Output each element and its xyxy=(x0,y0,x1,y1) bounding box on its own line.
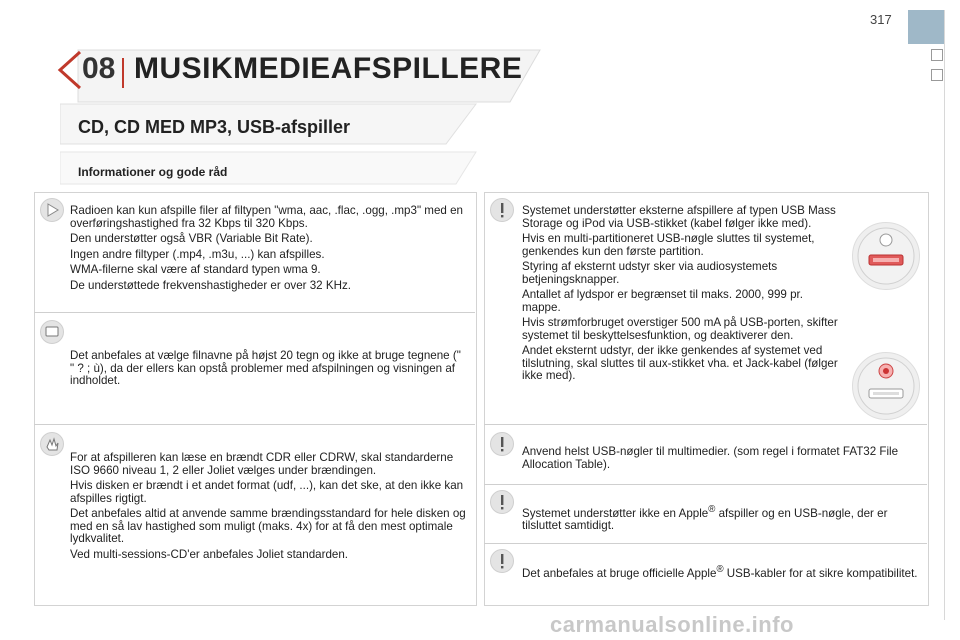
divider xyxy=(34,312,475,313)
divider xyxy=(484,543,927,544)
text: Det anbefales at bruge officielle Apple xyxy=(522,566,717,580)
page-number: 317 xyxy=(870,12,892,27)
paragraph: Andet eksternt udstyr, der ikke genkendes af systemet ved tilslutning, skal sluttes til aux-stikket vha. et Jack-kabel (følger ikke med). xyxy=(522,344,838,382)
chapter-title: MUSIKMEDIEAFSPILLERE xyxy=(134,52,523,85)
section-title: CD, CD MED MP3, USB-afspiller xyxy=(78,117,351,137)
text: Systemet understøtter ikke en Apple xyxy=(522,506,709,520)
paragraph: For at afspilleren kan læse en brændt CDR eller CDRW, skal standarderne ISO 9660 niveau 1, 2 eller Joliet vælges under brændingen. xyxy=(70,451,454,477)
registered-mark: ® xyxy=(716,564,724,575)
paragraph: Styring af eksternt udstyr sker via audiosystemets betjeningsknapper. xyxy=(522,260,778,286)
info-box-apple-usb xyxy=(522,504,918,536)
paragraph: Hvis en multi-partitioneret USB-nøgle sluttes til systemet, genkendes kun den første partition. xyxy=(522,232,815,258)
paragraph: Det anbefales at vælge filnavne på højst 20 tegn og ikke at bruge tegnene (" " ? ; ù), da der ellers kan opstå problemer med afspilningen og visningen af indholdet. xyxy=(70,349,461,387)
paragraph: Hvis disken er brændt i et andet format (udf, ...), kan det ske, at den ikke kan afspilles rigtigt. xyxy=(70,479,464,505)
aux-port-illustration xyxy=(852,352,920,420)
info-box-filetypes xyxy=(70,205,468,295)
info-box-cd-burning xyxy=(70,452,468,564)
paragraph: Radioen kan kun afspille filer af filtypen "wma, aac, .flac, .ogg, .mp3" med en overføringshastighed fra 32 Kbps til 320 Kbps. xyxy=(70,204,463,230)
paragraph: Ved multi-sessions-CD'er anbefales Joliet standarden. xyxy=(70,547,349,561)
info-box-filenames xyxy=(70,350,468,391)
registered-mark: ® xyxy=(708,504,716,515)
paragraph: Anvend helst USB-nøgler til multimedier. (som regel i formatet FAT32 File Allocation Table). xyxy=(522,445,899,471)
paragraph: Den understøtter også VBR (Variable Bit Rate). xyxy=(70,232,313,245)
side-marker xyxy=(931,49,943,61)
page-edge-line xyxy=(944,10,945,620)
paragraph: Systemet understøtter eksterne afspillere af typen USB Mass Storage og iPod via USB-stikket (kabel følger ikke med). xyxy=(522,204,836,230)
paragraph: De understøttede frekvenshastigheder er over 32 KHz. xyxy=(70,278,351,292)
divider xyxy=(484,484,927,485)
screen-icon xyxy=(40,320,64,344)
warning-icon xyxy=(490,490,514,514)
usb-port-illustration xyxy=(852,222,920,290)
pencil-icon xyxy=(40,198,64,222)
info-box-usb-format xyxy=(522,446,918,474)
section-subtitle: Informationer og gode råd xyxy=(78,165,228,179)
text: USB-kabler for at sikre kompatibilitet. xyxy=(723,566,918,580)
divider xyxy=(484,424,927,425)
paragraph: Det anbefales altid at anvende samme brændingsstandard for hele disken og med en så lav hastighed som muligt (maks. 4x) for at få den mest optimale lydkvalitet. xyxy=(70,507,466,545)
paragraph: Hvis strømforbruget overstiger 500 mA på USB-porten, skifter systemet til beskyttelsesfunktion, og deaktiverer den. xyxy=(522,316,838,342)
watermark: carmanualsonline.info xyxy=(550,612,794,637)
warning-icon xyxy=(490,549,514,573)
hand-icon xyxy=(40,432,64,456)
warning-icon xyxy=(490,432,514,456)
page-tab xyxy=(908,10,944,44)
text: afspiller og en USB-nøgle, der er tilsluttet samtidigt. xyxy=(522,506,888,533)
paragraph: Ingen andre filtyper (.mp4, .m3u, ...) kan afspilles. xyxy=(70,247,325,261)
side-marker xyxy=(931,69,943,81)
info-box-usb-support xyxy=(522,205,840,386)
warning-icon xyxy=(490,198,514,222)
paragraph: WMA-filerne skal være af standard typen wma 9. xyxy=(70,263,321,276)
chapter-number: 08 xyxy=(82,52,116,85)
chapter-divider xyxy=(122,58,124,88)
info-box-apple-cables xyxy=(522,564,918,583)
divider xyxy=(34,424,475,425)
paragraph: Antallet af lydspor er begrænset til maks. 2000, 999 pr. mappe. xyxy=(522,288,803,314)
